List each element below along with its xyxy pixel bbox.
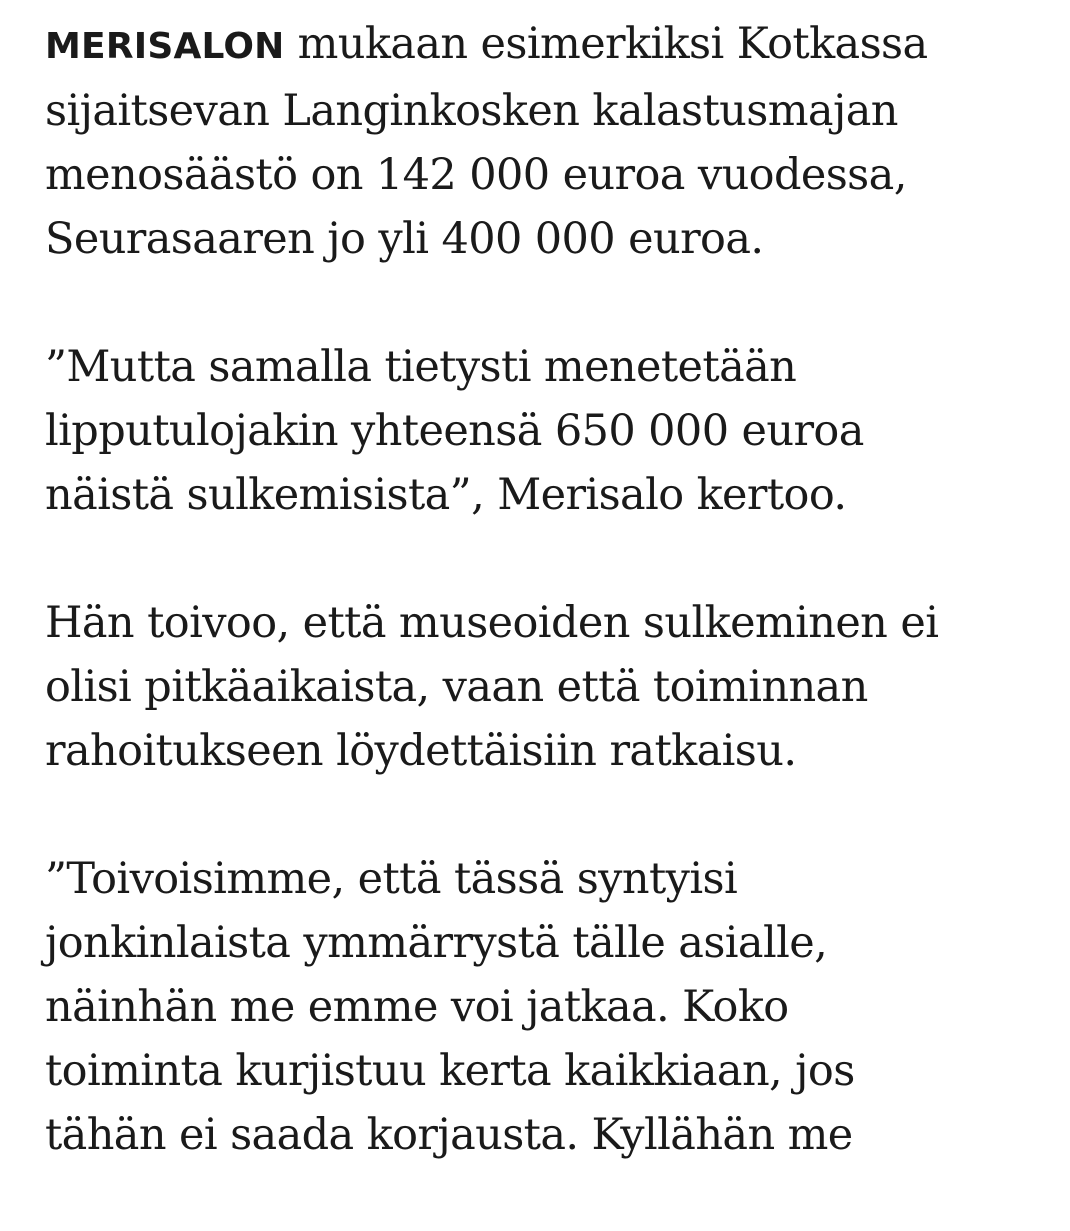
paragraph-3-line-3: rahoitukseen löydettäisiin ratkaisu. bbox=[45, 726, 797, 776]
paragraph-2 bbox=[45, 335, 1035, 527]
paragraph-2-line-1: ”Mutta samalla tietysti menetetään bbox=[45, 342, 797, 392]
article-body bbox=[45, 12, 1035, 1231]
paragraph-4-line-3: näinhän me emme voi jatkaa. Koko bbox=[45, 982, 789, 1032]
paragraph-1-line-4: Seurasaaren jo yli 400 000 euroa. bbox=[45, 214, 764, 264]
paragraph-3 bbox=[45, 591, 1035, 783]
paragraph-4 bbox=[45, 847, 1035, 1167]
paragraph-1-line-3: menosäästö on 142 000 euroa vuodessa, bbox=[45, 150, 907, 200]
paragraph-3-line-1: Hän toivoo, että museoiden sulkeminen ei bbox=[45, 598, 939, 648]
lead-name: MERISALON bbox=[45, 26, 285, 67]
paragraph-2-line-2: lipputulojakin yhteensä 650 000 euroa bbox=[45, 406, 864, 456]
paragraph-1-line-1-text: mukaan esimerkiksi Kotkassa bbox=[297, 19, 928, 69]
paragraph-1-line-1 bbox=[45, 12, 1035, 79]
paragraph-4-line-5: tähän ei saada korjausta. Kyllähän me bbox=[45, 1110, 853, 1160]
paragraph-4-line-2: jonkinlaista ymmärrystä tälle asialle, bbox=[45, 918, 828, 968]
paragraph-1-line-2: sijaitsevan Langinkosken kalastusmajan bbox=[45, 86, 898, 136]
paragraph-1 bbox=[45, 12, 1035, 271]
paragraph-2-line-3: näistä sulkemisista”, Merisalo kertoo. bbox=[45, 470, 847, 520]
paragraph-4-line-4: toiminta kurjistuu kerta kaikkiaan, jos bbox=[45, 1046, 855, 1096]
paragraph-4-line-1: ”Toivoisimme, että tässä syntyisi bbox=[45, 854, 738, 904]
paragraph-3-line-2: olisi pitkäaikaista, vaan että toiminnan bbox=[45, 662, 868, 712]
